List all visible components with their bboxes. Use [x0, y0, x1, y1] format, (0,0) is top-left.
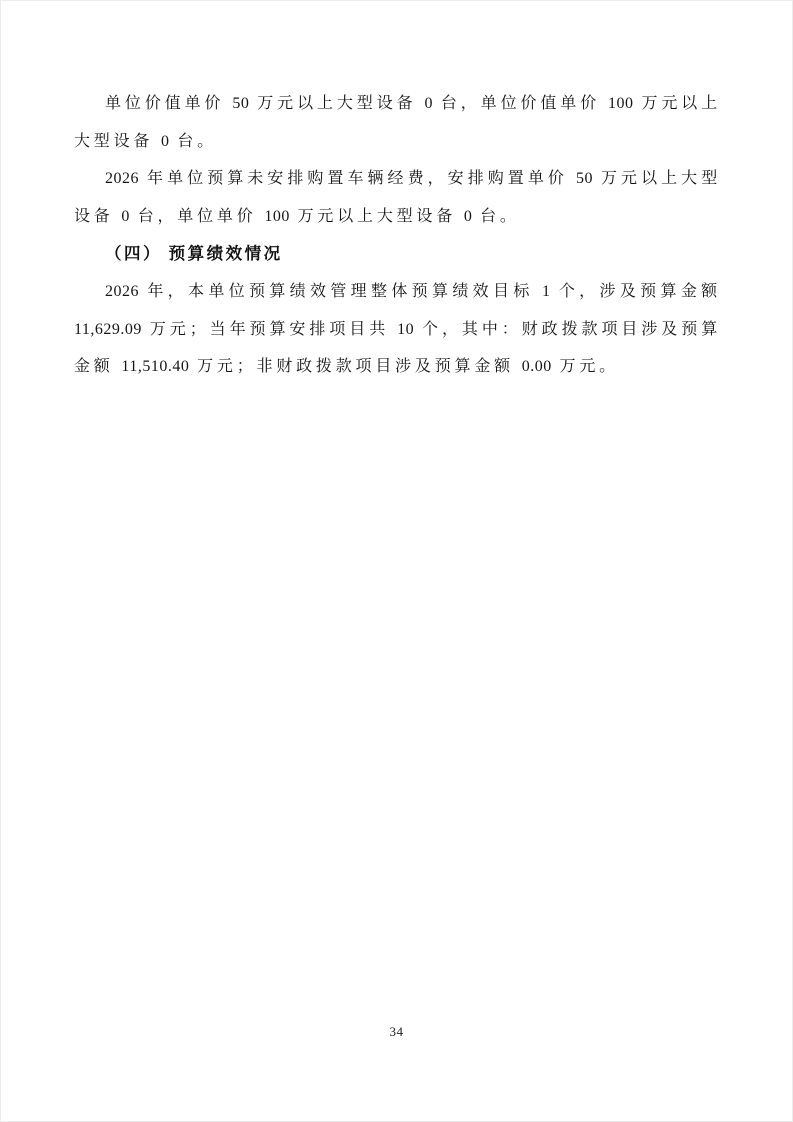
paragraph-budget-performance-detail: 2026 年，本单位预算绩效管理整体预算绩效目标 1 个，涉及预算金额 11,629.09 万元；当年预算安排项目共 10 个，其中：财政拨款项目涉及预算金额 11,510.40 万元；非财政拨款项目涉及预算金额 0.00 万元。 [74, 282, 721, 376]
document-body [74, 85, 721, 386]
section-heading-budget-performance: （四） 预算绩效情况 [105, 244, 283, 264]
paragraph-large-equipment-value: 单位价值单价 50 万元以上大型设备 0 台，单位价值单价 100 万元以上大型设备 0 台。 [74, 95, 721, 150]
page-number: 34 [389, 1024, 404, 1039]
paragraph-vehicle-and-equipment-budget: 2026 年单位预算未安排购置车辆经费，安排购置单价 50 万元以上大型设备 0 台，单位单价 100 万元以上大型设备 0 台。 [74, 170, 721, 225]
page-footer [1, 1023, 792, 1041]
